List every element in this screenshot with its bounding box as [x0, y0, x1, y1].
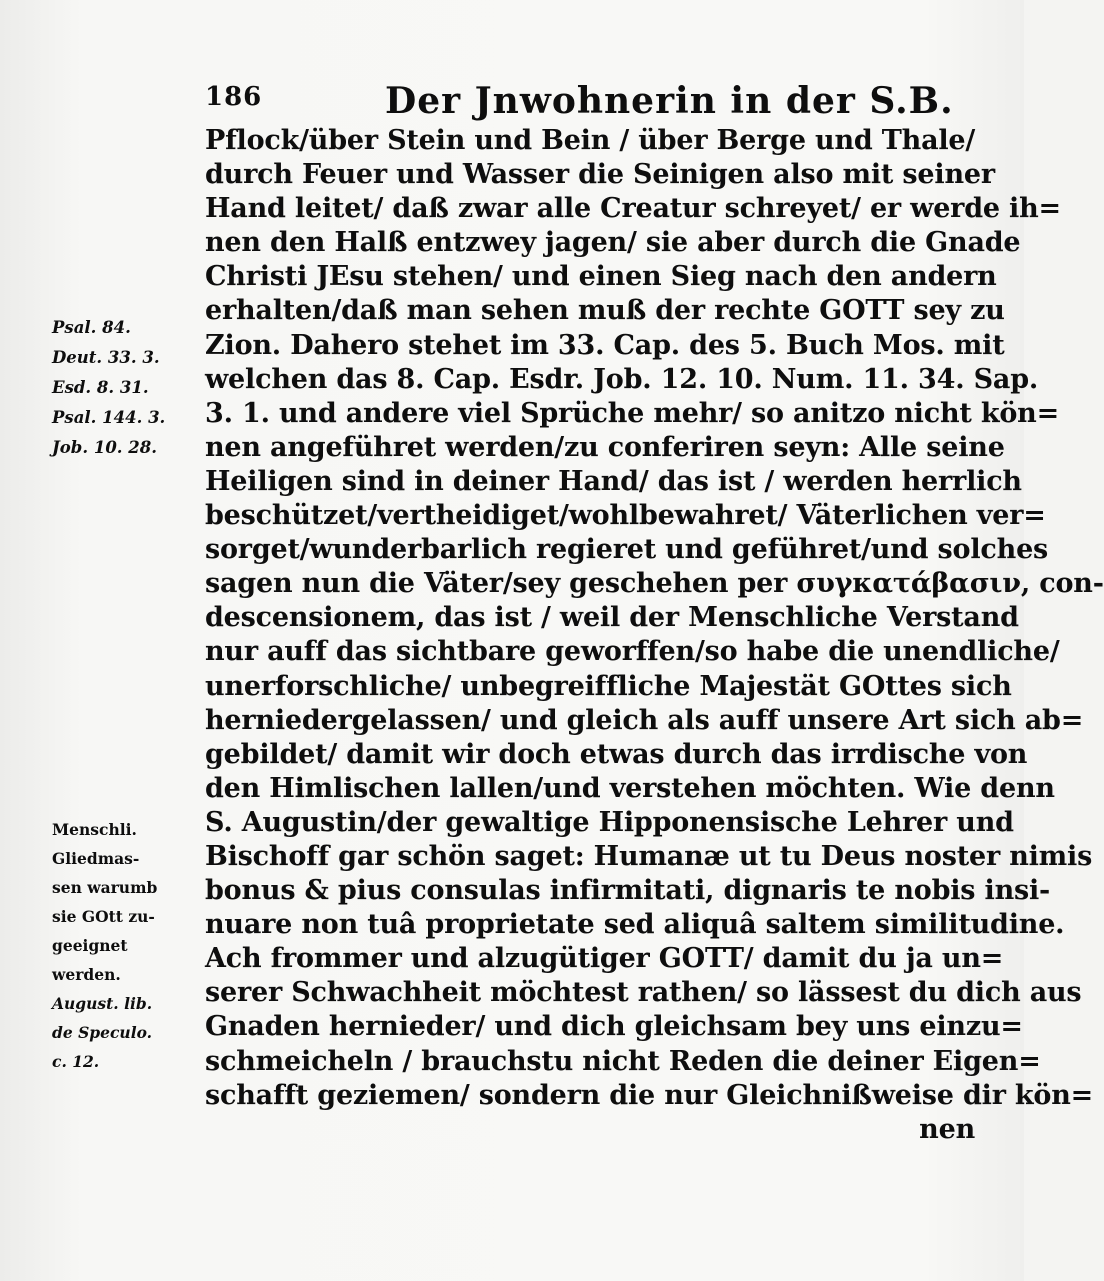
body-text [205, 124, 1104, 1147]
margin-note: Psal. 84. [52, 318, 131, 337]
margin-note: August. lib. [52, 994, 153, 1013]
text-line: gebildet/ damit wir doch etwas durch das irrdische von [205, 738, 1028, 770]
text-line: erhalten/daß man sehen muß der rechte GOTT sey zu [205, 295, 1005, 327]
margin-note: c. 12. [52, 1052, 100, 1071]
text-line: Bischoff gar schön saget: Humanæ ut tu Deus noster nimis [205, 840, 1093, 872]
text-line: nen den Halß entzwey jagen/ sie aber durch die Gnade [205, 227, 1021, 259]
margin-note: sie GOtt zu- [52, 907, 155, 926]
text-line: S. Augustin/der gewaltige Hipponensische Lehrer und [205, 806, 1014, 838]
text-line: herniedergelassen/ und gleich als auff unsere Art sich ab= [205, 704, 1084, 736]
text-line: unerforschliche/ unbegreiffliche Majestät GOttes sich [205, 670, 1012, 702]
text-line: Heiligen sind in deiner Hand/ das ist / werden herrlich [205, 465, 1022, 497]
margin-note: Job. 10. 28. [52, 438, 157, 457]
text-line: descensionem, das ist / weil der Menschliche Verstand [205, 602, 1019, 634]
text-line: Pflock/über Stein und Bein / über Berge und Thale/ [205, 125, 976, 156]
text-line: 3. 1. und andere viel Sprüche mehr/ so anitzo nicht kön= [205, 397, 1060, 429]
margin-note: Menschli. [52, 820, 137, 839]
text-line: Zion. Dahero stehet im 33. Cap. des 5. Buch Mos. mit [205, 329, 1005, 361]
running-head: Der Jnwohnerin in der S.B. [385, 80, 954, 122]
text-line: schmeicheln / brauchstu nicht Reden die deiner Eigen= [205, 1045, 1041, 1077]
text-line: nur auff das sichtbare geworffen/so habe die unendliche/ [205, 636, 1060, 668]
margin-note: werden. [52, 965, 121, 984]
margin-note: geeignet [52, 936, 128, 955]
text-line: Gnaden hernieder/ und dich gleichsam bey uns einzu= [205, 1011, 1023, 1043]
margin-note: Esd. 8. 31. [52, 378, 149, 397]
margin-note: de Speculo. [52, 1023, 153, 1042]
text-line: welchen das 8. Cap. Esdr. Job. 12. 10. Num. 11. 34. Sap. [205, 363, 1039, 395]
text-line: sorget/wunderbarlich regieret und geführet/und solches [205, 534, 1049, 566]
text-line: schafft geziemen/ sondern die nur Gleichnißweise dir kön= [205, 1079, 1094, 1111]
page-number: 186 [205, 82, 263, 112]
text-line: Hand leitet/ daß zwar alle Creatur schreyet/ er werde ih= [205, 193, 1061, 225]
text-line: nen angeführet werden/zu conferiren seyn: Alle seine [205, 431, 1005, 463]
text-line: Ach frommer und alzugütiger GOTT/ damit du ja un= [205, 943, 1004, 975]
text-line: serer Schwachheit möchtest rathen/ so lässest du dich aus [205, 977, 1082, 1009]
page-header [205, 80, 985, 124]
margin-gloss [52, 815, 207, 1076]
margin-note: Gliedmas- [52, 849, 140, 868]
margin-note: sen warumb [52, 878, 158, 897]
text-line: sagen nun die Väter/sey geschehen per συγκατάβασιν, con- [205, 568, 1104, 600]
text-line-catchword: nen [919, 1113, 975, 1145]
text-line: den Himlischen lallen/und verstehen möchten. Wie denn [205, 772, 1055, 804]
text-line: beschützet/vertheidiget/wohlbewahret/ Väterlichen ver= [205, 500, 1046, 532]
margin-note: Deut. 33. 3. [52, 348, 160, 367]
margin-note: Psal. 144. 3. [52, 408, 166, 427]
margin-references [52, 313, 207, 463]
text-line: nuare non tuâ proprietate sed aliquâ saltem similitudine. [205, 909, 1065, 941]
text-line: durch Feuer und Wasser die Seinigen also mit seiner [205, 159, 995, 191]
text-line: Christi JEsu stehen/ und einen Sieg nach den andern [205, 261, 997, 293]
text-line: bonus & pius consulas infirmitati, dignaris te nobis insi- [205, 875, 1051, 907]
